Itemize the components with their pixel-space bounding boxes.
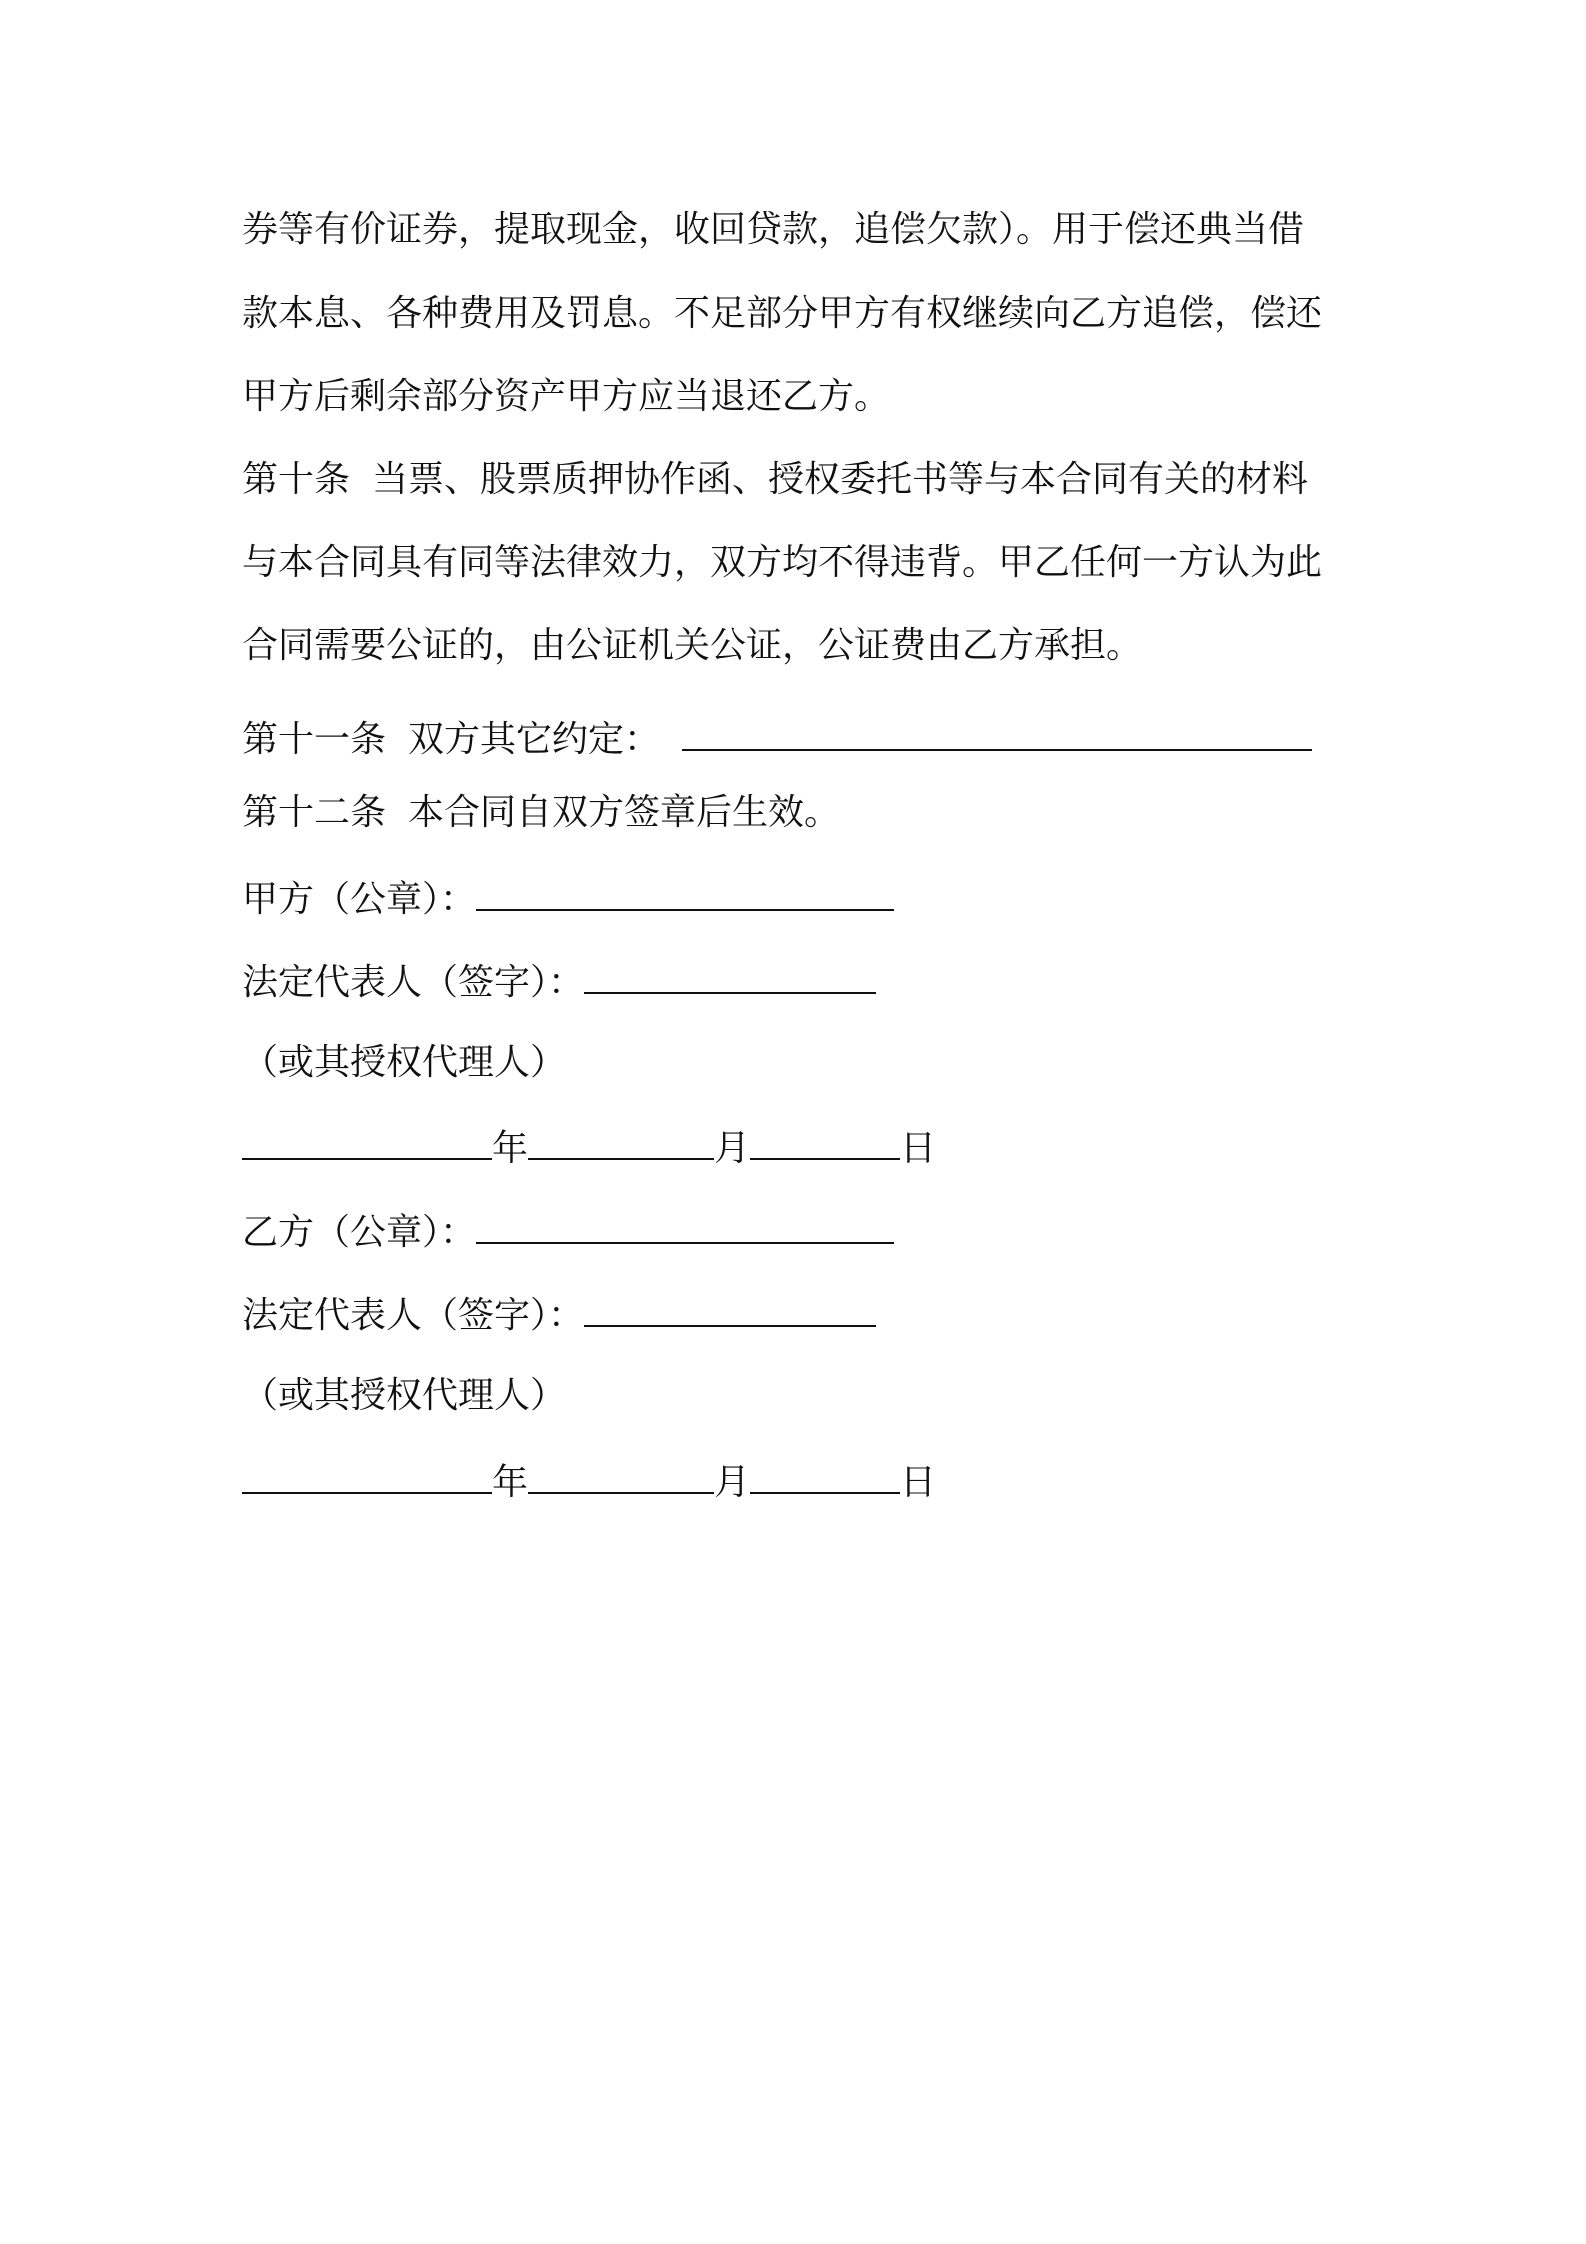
party-b-rep-blank[interactable] (584, 1289, 876, 1327)
party-b-seal-line (242, 1206, 1362, 1257)
party-a-seal-line (242, 873, 1362, 924)
paragraph-line: 合同需要公证的，由公证机关公证，公证费由乙方承担。 (242, 625, 1143, 666)
article-12-line (242, 789, 1362, 837)
party-a-day-blank[interactable] (750, 1122, 900, 1160)
paragraph-line: 款本息、各种费用及罚息。不足部分甲方有权继续向乙方追偿，偿还 (242, 293, 1323, 334)
party-b-seal-label: 乙方（公章）： (242, 1212, 477, 1253)
article-10-label: 第十条 (242, 459, 351, 500)
party-b-month-blank[interactable] (528, 1456, 714, 1494)
party-b-day-blank[interactable] (750, 1456, 900, 1494)
party-b-rep-line (242, 1289, 1362, 1340)
article-11-line (242, 713, 1362, 764)
party-a-rep-blank[interactable] (584, 956, 876, 994)
party-a-rep-line (242, 956, 1362, 1007)
party-b-year-label: 年 (492, 1462, 529, 1503)
party-a-year-label: 年 (492, 1128, 529, 1169)
other-terms-blank[interactable] (682, 713, 1312, 751)
article-11-text: 双方其它约定： (408, 719, 661, 760)
party-b-month-label: 月 (714, 1462, 751, 1503)
party-b-date-line (242, 1456, 1362, 1507)
party-a-date-line (242, 1122, 1362, 1173)
party-b-year-blank[interactable] (242, 1456, 492, 1494)
party-a-seal-label: 甲方（公章）： (242, 879, 477, 920)
article-10-line (242, 456, 1362, 504)
party-a-month-label: 月 (714, 1128, 751, 1169)
party-a-agent-line: （或其授权代理人） (242, 1042, 567, 1083)
party-b-seal-blank[interactable] (476, 1206, 894, 1244)
party-b-day-label: 日 (900, 1462, 937, 1503)
party-b-rep-label: 法定代表人（签字）： (242, 1295, 585, 1336)
paragraph-line: 与本合同具有同等法律效力，双方均不得违背。甲乙任何一方认为此 (242, 542, 1323, 583)
article-10-text: 当票、股票质押协作函、授权委托书等与本合同有关的材料 (372, 459, 1309, 500)
party-a-rep-label: 法定代表人（签字）： (242, 962, 585, 1003)
party-a-day-label: 日 (900, 1128, 937, 1169)
party-b-agent-line: （或其授权代理人） (242, 1375, 567, 1416)
party-a-seal-blank[interactable] (476, 873, 894, 911)
paragraph-line: 甲方后剩余部分资产甲方应当退还乙方。 (242, 376, 891, 417)
party-a-year-blank[interactable] (242, 1122, 492, 1160)
paragraph-line: 券等有价证券，提取现金，收回贷款，追偿欠款）。用于偿还典当借 (242, 209, 1305, 250)
article-12-label: 第十二条 (242, 792, 387, 833)
article-12-text: 本合同自双方签章后生效。 (408, 792, 841, 833)
party-a-month-blank[interactable] (528, 1122, 714, 1160)
article-11-label: 第十一条 (242, 719, 387, 760)
